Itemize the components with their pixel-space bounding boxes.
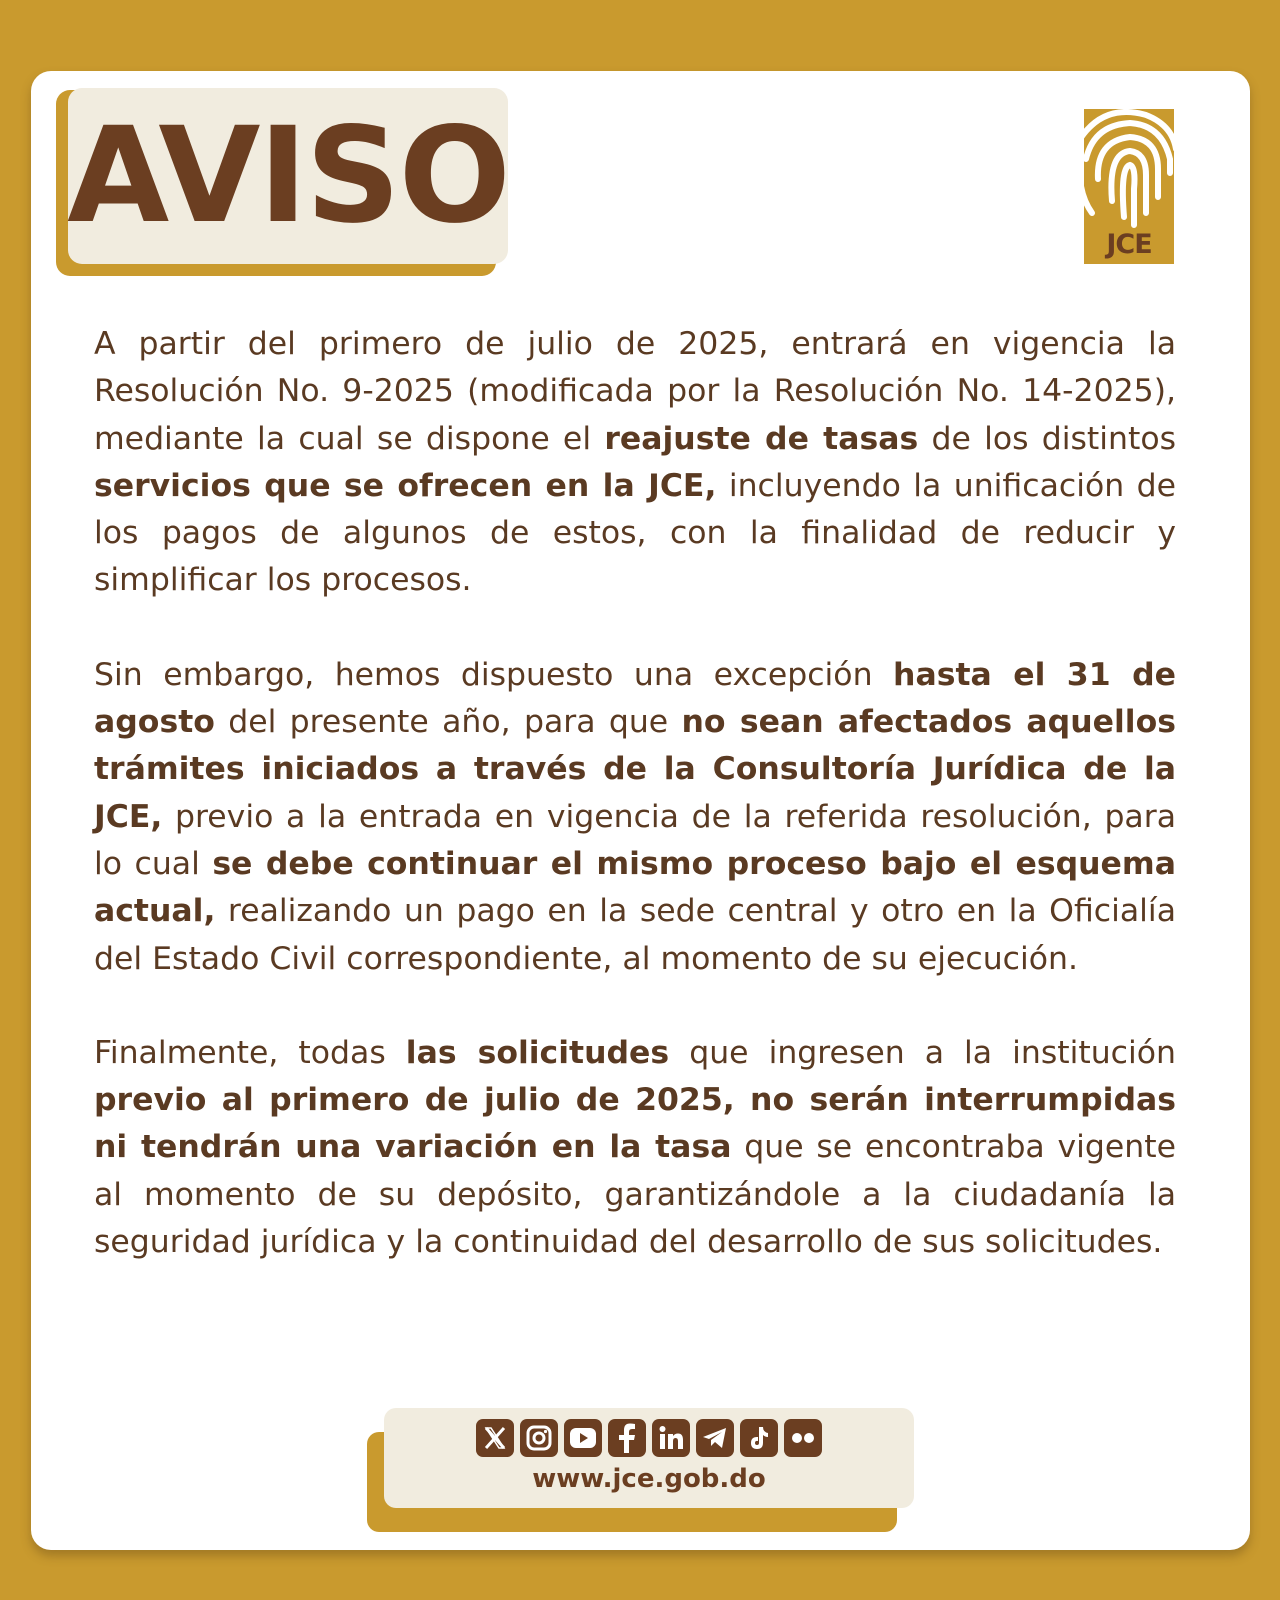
paragraph-text: Finalmente, todas (94, 1034, 406, 1071)
jce-logo (1084, 109, 1174, 264)
emphasis-text: hasta el 31 de agosto (94, 656, 1176, 741)
social-icons (384, 1419, 914, 1457)
paragraph-text: Sin embargo, hemos dispuesto una excepción (94, 656, 894, 693)
emphasis-text: no sean afectados aquellos trámites iniciados a través de la Consultoría Jurídica de la JCE, (94, 704, 1176, 835)
x-icon[interactable] (476, 1419, 514, 1457)
social-footer (384, 1408, 914, 1508)
flickr-icon[interactable] (784, 1419, 822, 1457)
paragraph-text: incluyendo la unificación de los pagos de algunos de estos, con la finalidad de reducir y simplificar los procesos. (94, 467, 1176, 599)
tiktok-icon[interactable] (740, 1419, 778, 1457)
paragraph-text: que se encontraba vigente al momento de su depósito, garantizándole a la ciudadanía la seguridad jurídica y la continuidad del desarrollo de sus solicitudes. (94, 1129, 1176, 1261)
linkedin-icon[interactable] (652, 1419, 690, 1457)
paragraph-text: que ingresen a la institución (669, 1034, 1176, 1071)
website-link[interactable]: www.jce.gob.do (532, 1464, 766, 1494)
emphasis-text: las solicitudes (405, 1034, 670, 1071)
emphasis-text: reajuste de tasas (604, 420, 919, 457)
notice-body (94, 321, 1176, 1313)
logo-text: JCE (1106, 229, 1152, 260)
facebook-icon[interactable] (608, 1419, 646, 1457)
paragraph-3 (94, 1030, 1176, 1266)
paragraph-text: realizando un pago en la sede central y otro en la Oficialía del Estado Civil correspondiente, al momento de su ejecución. (94, 893, 1176, 977)
paragraph-text: A partir del primero de julio de 2025, entrará en vigencia la Resolución No. 9-2025 (modificada por la Resolución No. 14-2025), mediante la cual se dispone el (94, 326, 1176, 457)
emphasis-text: se debe continuar el mismo proceso bajo el esquema actual, (94, 845, 1176, 930)
fingerprint-icon (1084, 109, 1174, 229)
instagram-icon[interactable] (520, 1419, 558, 1457)
youtube-icon[interactable] (564, 1419, 602, 1457)
paragraph-1 (94, 321, 1176, 605)
page-title: AVISO (67, 99, 509, 253)
title-box (68, 88, 508, 264)
paragraph-2 (94, 652, 1176, 983)
emphasis-text: servicios que se ofrecen en la JCE, (94, 467, 717, 504)
emphasis-text: previo al primero de julio de 2025, no serán interrumpidas ni tendrán una variación en la tasa (94, 1082, 1176, 1166)
telegram-icon[interactable] (696, 1419, 734, 1457)
paragraph-text: del presente año, para que (214, 704, 682, 741)
paragraph-text: previo a la entrada en vigencia de la referida resolución, para lo cual (94, 798, 1176, 882)
paragraph-text: de los distintos (918, 420, 1177, 457)
